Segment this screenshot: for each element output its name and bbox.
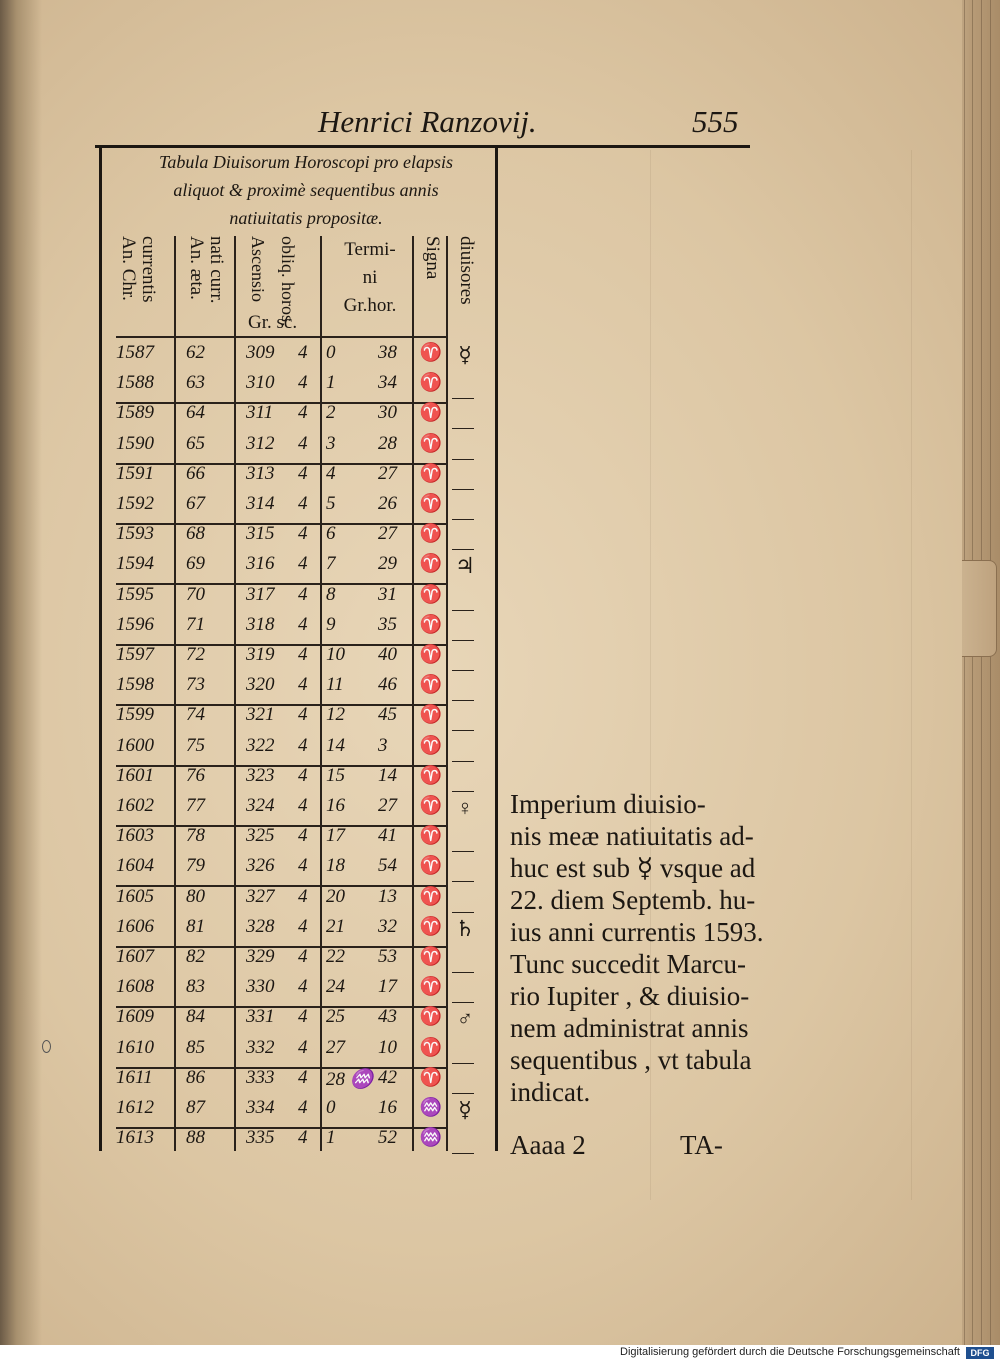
age-cell: 72 — [186, 644, 205, 665]
year-cell: 1591 — [116, 463, 154, 484]
ascension-fraction-cell: 4 — [298, 433, 308, 454]
sign-cell: ♈ — [419, 644, 443, 664]
ascension-fraction-cell: 4 — [298, 795, 308, 816]
divisor-cell: ♄ — [455, 916, 475, 941]
terminus-degree-cell: 0 — [326, 1097, 336, 1118]
year-cell: 1600 — [116, 735, 154, 756]
terminus-degree-cell: 14 — [326, 735, 345, 756]
ascension-fraction-cell: 4 — [298, 342, 308, 363]
terminus-hour-cell: 42 — [378, 1067, 397, 1088]
year-cell: 1599 — [116, 704, 154, 725]
divisor-dash — [452, 1093, 474, 1094]
sign-cell: ♈ — [419, 795, 443, 815]
age-cell: 62 — [186, 342, 205, 363]
terminus-degree-cell: 27 — [326, 1037, 345, 1058]
ascension-degree-cell: 323 — [246, 765, 275, 786]
terminus-hour-cell: 32 — [378, 916, 397, 937]
ascension-degree-cell: 314 — [246, 493, 275, 514]
header-divisores: diuisores — [456, 236, 477, 305]
column-rule — [446, 236, 448, 1151]
commentary-line: indicat. — [510, 1077, 591, 1107]
commentary-line: 22. diem Septemb. hu- — [510, 885, 756, 915]
ascension-degree-cell: 319 — [246, 644, 275, 665]
year-cell: 1595 — [116, 584, 154, 605]
sign-cell: ♈ — [419, 1006, 443, 1026]
commentary-line: sequentibus , vt tabula — [510, 1045, 752, 1075]
paper-hole — [42, 1040, 51, 1053]
sign-cell: ♈ — [419, 916, 443, 936]
terminus-degree-cell: 20 — [326, 886, 345, 907]
age-cell: 68 — [186, 523, 205, 544]
age-cell: 66 — [186, 463, 205, 484]
terminus-degree-cell: 17 — [326, 825, 345, 846]
divisor-cell: ♃ — [455, 553, 475, 578]
running-head: Henrici Ranzovij. — [318, 104, 537, 139]
ascension-fraction-cell: 4 — [298, 372, 308, 393]
header-year-line: currentis — [138, 236, 159, 303]
divisor-dash — [452, 851, 474, 852]
column-rule — [174, 236, 176, 1151]
terminus-degree-cell: 18 — [326, 855, 345, 876]
header-year — [118, 236, 158, 336]
ascension-degree-cell: 330 — [246, 976, 275, 997]
header-age-line: An. æta. — [186, 236, 207, 300]
ascension-fraction-cell: 4 — [298, 553, 308, 574]
terminus-degree-cell: 0 — [326, 342, 336, 363]
terminus-hour-cell: 53 — [378, 946, 397, 967]
divisor-cell: ♂ — [456, 1006, 474, 1031]
age-cell: 71 — [186, 614, 205, 635]
ascension-fraction-cell: 4 — [298, 674, 308, 695]
age-cell: 84 — [186, 1006, 205, 1027]
ascension-degree-cell: 309 — [246, 342, 275, 363]
year-cell: 1597 — [116, 644, 154, 665]
year-cell: 1601 — [116, 765, 154, 786]
terminus-hour-cell: 10 — [378, 1037, 397, 1058]
terminus-degree-cell: 1 — [326, 1127, 336, 1148]
ascension-degree-cell: 332 — [246, 1037, 275, 1058]
header-signa: Signa — [422, 236, 443, 280]
sign-cell: ♈ — [419, 342, 443, 362]
divisor-dash — [452, 881, 474, 882]
year-cell: 1598 — [116, 674, 154, 695]
age-cell: 83 — [186, 976, 205, 997]
ascension-fraction-cell: 4 — [298, 886, 308, 907]
age-cell: 76 — [186, 765, 205, 786]
sign-cell: ♈ — [419, 976, 443, 996]
caption-line: aliquot & proximè sequentibus annis — [173, 180, 439, 200]
divisor-cell: ☿ — [458, 342, 472, 367]
terminus-degree-cell: 24 — [326, 976, 345, 997]
ascension-degree-cell: 327 — [246, 886, 275, 907]
age-cell: 63 — [186, 372, 205, 393]
header-ascension-line: obliq. horos. — [278, 236, 298, 327]
terminus-hour-cell: 26 — [378, 493, 397, 514]
digitization-footer — [0, 1345, 1000, 1362]
caption-line: Tabula Diuisorum Horoscopi pro elapsis — [158, 152, 454, 172]
year-cell: 1592 — [116, 493, 154, 514]
divisor-dash — [452, 912, 474, 913]
terminus-degree-cell: 21 — [326, 916, 345, 937]
header-ascension-line: Ascensio — [248, 236, 268, 302]
age-cell: 75 — [186, 735, 205, 756]
divisor-cell: ☿ — [458, 1097, 472, 1122]
ascension-fraction-cell: 4 — [298, 644, 308, 665]
divisor-dash — [452, 519, 474, 520]
commentary-line: nem administrat annis — [510, 1013, 749, 1043]
terminus-hour-cell: 35 — [378, 614, 397, 635]
ascension-degree-cell: 315 — [246, 523, 275, 544]
sign-cell: ♈ — [419, 1037, 443, 1057]
ascension-degree-cell: 331 — [246, 1006, 275, 1027]
year-cell: 1606 — [116, 916, 154, 937]
divisor-dash — [452, 1153, 474, 1154]
ascension-fraction-cell: 4 — [298, 1006, 308, 1027]
commentary-line: rio Iupiter , & diuisio- — [510, 981, 750, 1011]
sign-cell: ♒ — [419, 1097, 443, 1117]
terminus-hour-cell: 27 — [378, 523, 397, 544]
header-termini-line: Termi- — [344, 239, 396, 260]
sign-cell: ♈ — [419, 402, 443, 422]
header-ascension-units: Gr. sc. — [248, 312, 298, 333]
divisor-dash — [452, 459, 474, 460]
header-age-line: nati curr. — [206, 236, 227, 304]
age-cell: 73 — [186, 674, 205, 695]
terminus-degree-cell: 11 — [326, 674, 344, 695]
divisor-dash — [452, 700, 474, 701]
commentary-line: huc est sub ☿ vsque ad — [510, 853, 756, 883]
divisor-dash — [452, 398, 474, 399]
terminus-hour-cell: 13 — [378, 886, 397, 907]
commentary-line: Imperium diuisio- — [510, 789, 706, 819]
terminus-degree-cell: 6 — [326, 523, 336, 544]
header-rule-bottom — [116, 336, 446, 338]
terminus-hour-cell: 40 — [378, 644, 397, 665]
sign-cell: ♈ — [419, 704, 443, 724]
ascension-fraction-cell: 4 — [298, 1097, 308, 1118]
divisor-dash — [452, 428, 474, 429]
sign-cell: ♈ — [419, 493, 443, 513]
divisor-dash — [452, 1063, 474, 1064]
sign-cell: ♈ — [419, 674, 443, 694]
terminus-hour-cell: 34 — [378, 372, 397, 393]
commentary-line: ius anni currentis 1593. — [510, 917, 764, 947]
terminus-hour-cell: 27 — [378, 795, 397, 816]
age-cell: 81 — [186, 916, 205, 937]
year-cell: 1613 — [116, 1127, 154, 1148]
year-cell: 1612 — [116, 1097, 154, 1118]
page-gutter — [0, 0, 42, 1345]
year-cell: 1589 — [116, 402, 154, 423]
terminus-degree-cell: 22 — [326, 946, 345, 967]
signature-mark: Aaaa 2 — [510, 1130, 586, 1160]
ascension-degree-cell: 328 — [246, 916, 275, 937]
terminus-hour-cell: 43 — [378, 1006, 397, 1027]
age-cell: 80 — [186, 886, 205, 907]
ascension-fraction-cell: 4 — [298, 402, 308, 423]
ascension-fraction-cell: 4 — [298, 825, 308, 846]
age-cell: 74 — [186, 704, 205, 725]
page-number: 555 — [692, 104, 739, 139]
ascension-fraction-cell: 4 — [298, 493, 308, 514]
terminus-hour-cell: 27 — [378, 463, 397, 484]
ascension-fraction-cell: 4 — [298, 1037, 308, 1058]
sign-cell: ♈ — [419, 1067, 443, 1087]
commentary — [510, 788, 764, 1108]
year-cell: 1602 — [116, 795, 154, 816]
sign-cell: ♈ — [419, 614, 443, 634]
age-cell: 82 — [186, 946, 205, 967]
age-cell: 67 — [186, 493, 205, 514]
sign-cell: ♈ — [419, 433, 443, 453]
terminus-hour-cell: 54 — [378, 855, 397, 876]
divisor-dash — [452, 972, 474, 973]
terminus-degree-cell: 3 — [326, 433, 336, 454]
divisor-dash — [452, 761, 474, 762]
header-ascension — [244, 236, 320, 336]
ascension-degree-cell: 317 — [246, 584, 275, 605]
terminus-degree-cell: 7 — [326, 553, 336, 574]
terminus-hour-cell: 29 — [378, 553, 397, 574]
terminus-degree-cell: 10 — [326, 644, 345, 665]
ascension-fraction-cell: 4 — [298, 614, 308, 635]
sign-cell: ♈ — [419, 372, 443, 392]
terminus-hour-cell: 41 — [378, 825, 397, 846]
column-rule — [412, 236, 414, 1151]
sign-cell: ♈ — [419, 886, 443, 906]
age-cell: 88 — [186, 1127, 205, 1148]
header-termini-line: ni — [362, 267, 378, 288]
divisor-cell: ♀ — [456, 795, 474, 820]
year-cell: 1611 — [116, 1067, 153, 1088]
ascension-degree-cell: 313 — [246, 463, 275, 484]
terminus-hour-cell: 31 — [378, 584, 397, 605]
divisor-dash — [452, 730, 474, 731]
terminus-hour-cell: 38 — [378, 342, 397, 363]
year-cell: 1605 — [116, 886, 154, 907]
terminus-degree-cell: 8 — [326, 584, 336, 605]
year-cell: 1610 — [116, 1037, 154, 1058]
sign-cell: ♈ — [419, 855, 443, 875]
divisor-dash — [452, 610, 474, 611]
ascension-fraction-cell: 4 — [298, 463, 308, 484]
sign-cell: ♈ — [419, 765, 443, 785]
commentary-line: Tunc succedit Marcu- — [510, 949, 746, 979]
year-cell: 1608 — [116, 976, 154, 997]
terminus-hour-cell: 46 — [378, 674, 397, 695]
terminus-degree-cell: 9 — [326, 614, 336, 635]
header-year-line: An. Chr. — [118, 236, 139, 301]
terminus-hour-cell: 45 — [378, 704, 397, 725]
age-cell: 64 — [186, 402, 205, 423]
divisor-dash — [452, 791, 474, 792]
ascension-fraction-cell: 4 — [298, 765, 308, 786]
age-cell: 65 — [186, 433, 205, 454]
year-cell: 1588 — [116, 372, 154, 393]
year-cell: 1594 — [116, 553, 154, 574]
column-rule — [320, 236, 322, 1151]
header-age — [186, 236, 226, 336]
ascension-degree-cell: 324 — [246, 795, 275, 816]
footer-credit: Digitalisierung gefördert durch die Deutsche Forschungsgemeinschaft — [620, 1346, 960, 1358]
ascension-fraction-cell: 4 — [298, 1127, 308, 1148]
ascension-fraction-cell: 4 — [298, 976, 308, 997]
terminus-hour-cell: 28 — [378, 433, 397, 454]
ascension-degree-cell: 316 — [246, 553, 275, 574]
sign-cell: ♈ — [419, 463, 443, 483]
ascension-degree-cell: 326 — [246, 855, 275, 876]
ascension-fraction-cell: 4 — [298, 916, 308, 937]
ascension-fraction-cell: 4 — [298, 523, 308, 544]
year-cell: 1604 — [116, 855, 154, 876]
column-rule — [234, 236, 236, 1151]
age-cell: 87 — [186, 1097, 205, 1118]
age-cell: 70 — [186, 584, 205, 605]
sign-cell: ♈ — [419, 946, 443, 966]
terminus-degree-cell: 1 — [326, 372, 336, 393]
ascension-degree-cell: 333 — [246, 1067, 275, 1088]
age-cell: 69 — [186, 553, 205, 574]
year-cell: 1596 — [116, 614, 154, 635]
terminus-degree-cell: 2 — [326, 402, 336, 423]
age-cell: 85 — [186, 1037, 205, 1058]
sign-cell: ♈ — [419, 553, 443, 573]
ascension-fraction-cell: 4 — [298, 584, 308, 605]
terminus-hour-cell: 14 — [378, 765, 397, 786]
terminus-hour-cell: 17 — [378, 976, 397, 997]
ascension-fraction-cell: 4 — [298, 1067, 308, 1088]
sign-cell: ♈ — [419, 825, 443, 845]
ascension-degree-cell: 325 — [246, 825, 275, 846]
divisor-dash — [452, 1002, 474, 1003]
ascension-degree-cell: 318 — [246, 614, 275, 635]
ascension-fraction-cell: 4 — [298, 735, 308, 756]
caption-line: natiuitatis propositæ. — [229, 208, 383, 228]
age-cell: 78 — [186, 825, 205, 846]
ascension-degree-cell: 310 — [246, 372, 275, 393]
terminus-hour-cell: 52 — [378, 1127, 397, 1148]
age-cell: 79 — [186, 855, 205, 876]
catchword: TA- — [680, 1130, 723, 1160]
dfg-logo: DFG — [966, 1347, 994, 1359]
header-termini-line: Gr.hor. — [343, 295, 397, 316]
year-cell: 1587 — [116, 342, 154, 363]
year-cell: 1609 — [116, 1006, 154, 1027]
table-caption — [116, 148, 496, 232]
year-cell: 1603 — [116, 825, 154, 846]
terminus-degree-cell: 15 — [326, 765, 345, 786]
terminus-hour-cell: 30 — [378, 402, 397, 423]
divisor-dash — [452, 670, 474, 671]
header-termini — [328, 236, 412, 336]
year-cell: 1607 — [116, 946, 154, 967]
age-cell: 77 — [186, 795, 205, 816]
terminus-hour-cell: 3 — [378, 735, 388, 756]
ascension-degree-cell: 322 — [246, 735, 275, 756]
sign-cell: ♈ — [419, 735, 443, 755]
ascension-degree-cell: 312 — [246, 433, 275, 454]
ascension-degree-cell: 321 — [246, 704, 275, 725]
terminus-degree-cell: 28 ♒ — [326, 1069, 374, 1090]
age-cell: 86 — [186, 1067, 205, 1088]
ascension-fraction-cell: 4 — [298, 704, 308, 725]
ascension-degree-cell: 334 — [246, 1097, 275, 1118]
year-cell: 1590 — [116, 433, 154, 454]
terminus-degree-cell: 12 — [326, 704, 345, 725]
ascension-degree-cell: 329 — [246, 946, 275, 967]
terminus-degree-cell: 4 — [326, 463, 336, 484]
commentary-line: nis meæ natiuitatis ad- — [510, 821, 754, 851]
sign-cell: ♈ — [419, 523, 443, 543]
terminus-degree-cell: 16 — [326, 795, 345, 816]
ascension-fraction-cell: 4 — [298, 946, 308, 967]
ascension-degree-cell: 311 — [246, 402, 274, 423]
divisor-dash — [452, 489, 474, 490]
sign-cell: ♈ — [419, 584, 443, 604]
year-cell: 1593 — [116, 523, 154, 544]
terminus-degree-cell: 25 — [326, 1006, 345, 1027]
ascension-fraction-cell: 4 — [298, 855, 308, 876]
divisor-dash — [452, 640, 474, 641]
ascension-degree-cell: 320 — [246, 674, 275, 695]
terminus-degree-cell: 5 — [326, 493, 336, 514]
sign-cell: ♒ — [419, 1127, 443, 1147]
ascension-degree-cell: 335 — [246, 1127, 275, 1148]
divisor-dash — [452, 549, 474, 550]
terminus-hour-cell: 16 — [378, 1097, 397, 1118]
